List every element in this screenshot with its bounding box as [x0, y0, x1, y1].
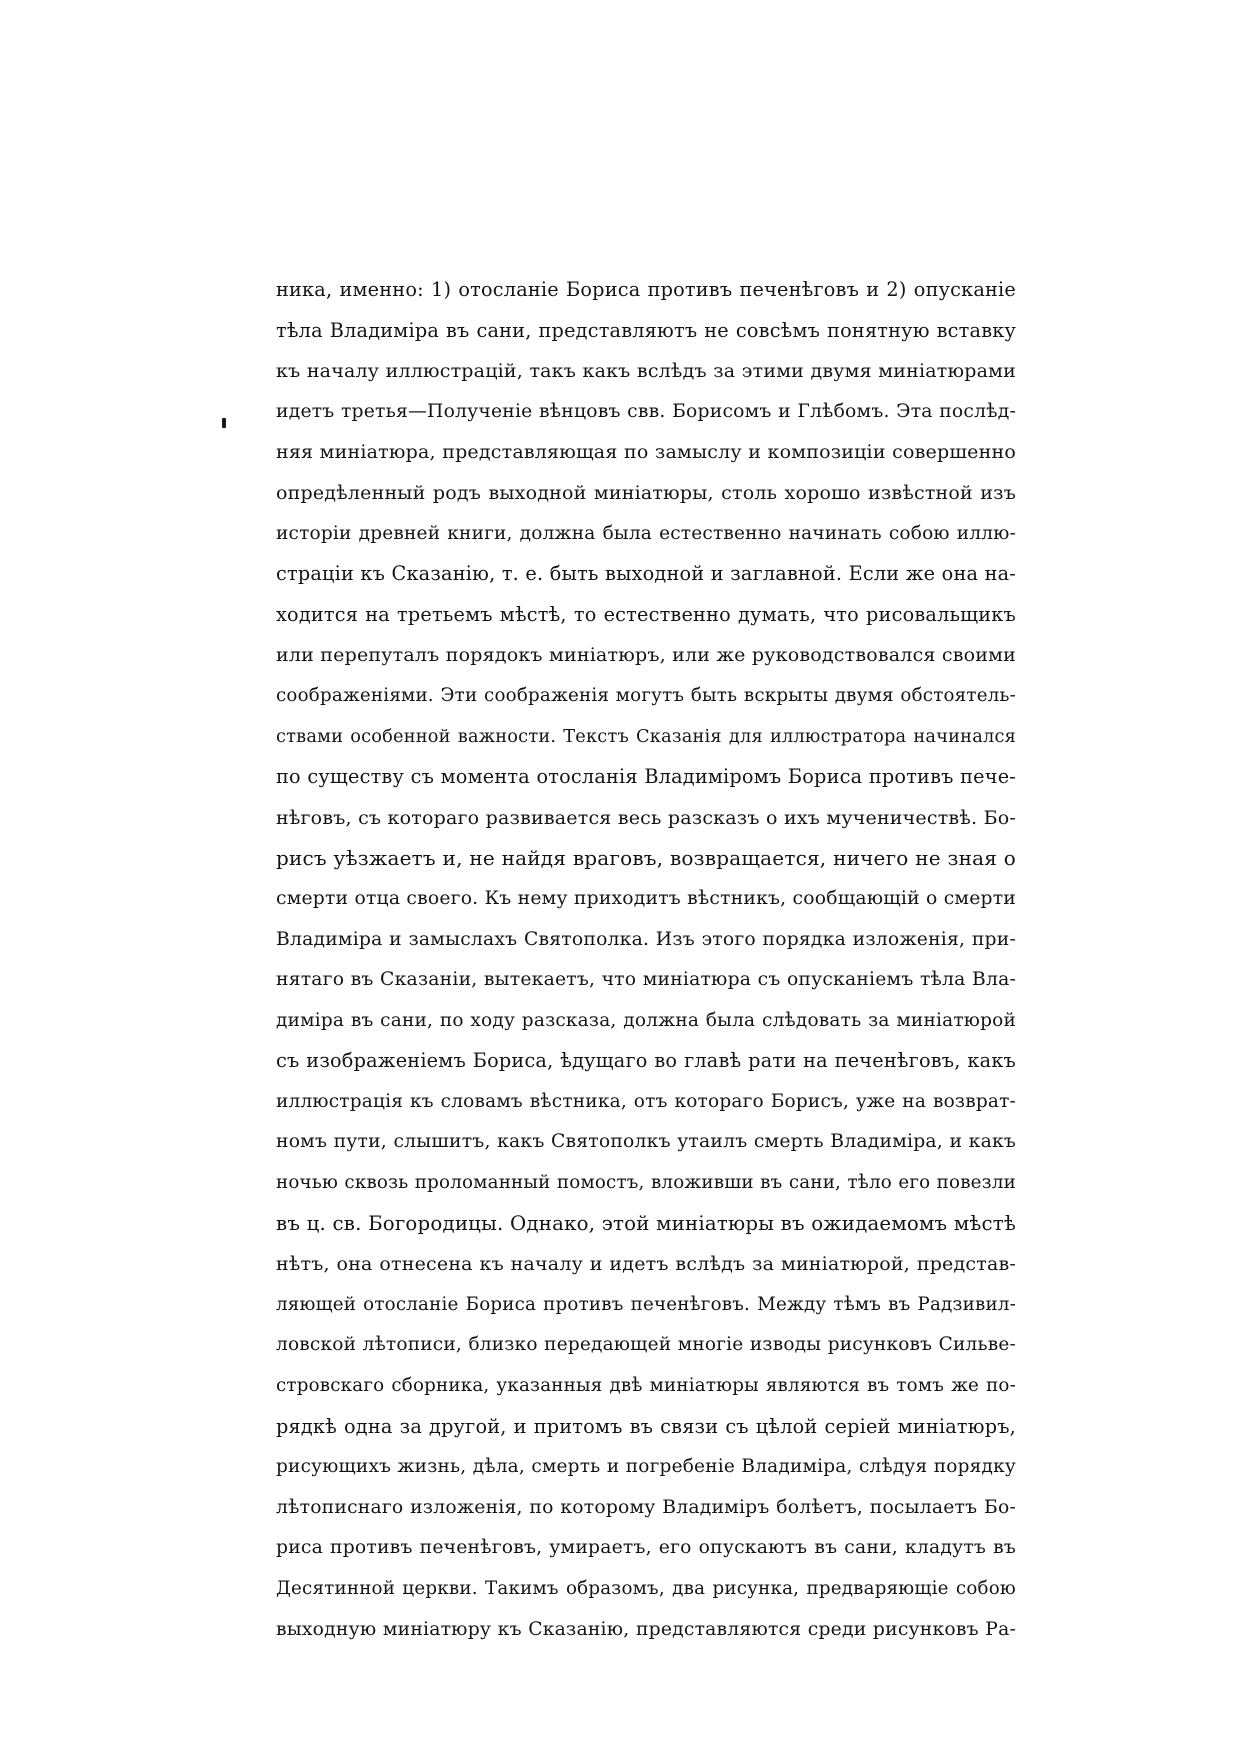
- text-line: въ ц. св. Богородицы. Однако, этой миніатюры въ ожидаемомъ мѣстѣ: [276, 1211, 1016, 1235]
- text-line: ходится на третьемъ мѣстѣ, то естественно думать, что рисовальщикъ: [276, 602, 1016, 626]
- text-line: ляющей отосланіе Бориса противъ печенѣговъ. Между тѣмъ въ Радзивил-: [276, 1293, 1016, 1315]
- text-line: идетъ третья—Полученіе вѣнцовъ свв. Борисомъ и Глѣбомъ. Эта послѣд-: [276, 400, 1016, 422]
- text-line: соображеніями. Эти соображенія могутъ быть вскрыты двумя обстоятель-: [276, 684, 1016, 706]
- text-line: диміра въ сани, по ходу разсказа, должна была слѣдовать за миніатюрой: [276, 1009, 1016, 1031]
- text-line: нѣговъ, съ котораго развивается весь разсказъ о ихъ мученичествѣ. Бо-: [276, 806, 1016, 829]
- text-line: опредѣленный родъ выходной миніатюры, столь хорошо извѣстной изъ: [276, 481, 1016, 504]
- text-line: тѣла Владиміра въ сани, представляютъ не совсѣмъ понятную вставку: [276, 318, 1016, 342]
- text-line: смерти отца своего. Къ нему приходитъ вѣстникъ, сообщающій о смерти: [276, 887, 1016, 909]
- text-line: иллюстрація къ словамъ вѣстника, отъ котораго Борисъ, уже на возврат-: [276, 1090, 1016, 1112]
- text-line: нѣтъ, она отнесена къ началу и идетъ вслѣдъ за миніатюрой, представ-: [276, 1253, 1016, 1276]
- text-line: лѣтописнаго изложенія, по которому Владиміръ болѣетъ, посылаетъ Бо-: [276, 1496, 1016, 1518]
- text-line: номъ пути, слышитъ, какъ Святополкъ утаилъ смерть Владиміра, и какъ: [276, 1131, 1016, 1153]
- text-line: ловской лѣтописи, близко передающей многіе изводы рисунковъ Сильве-: [276, 1334, 1016, 1356]
- text-line: исторіи древней книги, должна была естественно начинать собою иллю-: [276, 522, 1016, 544]
- text-line: стровскаго сборника, указанныя двѣ миніатюры являются въ томъ же по-: [276, 1375, 1016, 1397]
- text-line: съ изображеніемъ Бориса, ѣдущаго во главѣ рати на печенѣговъ, какъ: [276, 1049, 1016, 1073]
- text-line: ночью сквозь проломанный помостъ, вложивши въ сани, тѣло его повезли: [276, 1172, 1016, 1194]
- text-line: Владиміра и замыслахъ Святополка. Изъ этого порядка изложенія, при-: [276, 928, 1016, 950]
- text-line: или перепуталъ порядокъ миніатюръ, или же руководствовался своими: [276, 644, 1016, 667]
- text-line: рядкѣ одна за другой, и притомъ въ связи съ цѣлой серіей миніатюръ,: [276, 1414, 1016, 1438]
- text-line: Десятинной церкви. Такимъ образомъ, два рисунка, предваряющіе собою: [276, 1578, 1016, 1599]
- text-line: нятаго въ Сказаніи, вытекаетъ, что миніатюра съ опусканіемъ тѣла Вла-: [276, 969, 1016, 991]
- text-line: страціи къ Сказанію, т. е. быть выходной и заглавной. Если же она на-: [276, 562, 1016, 586]
- text-line: риса противъ печенѣговъ, умираетъ, его опускаютъ въ сани, кладутъ въ: [276, 1537, 1016, 1559]
- text-line: ника, именно: 1) отосланіе Бориса противъ печенѣговъ и 2) опусканіе: [276, 278, 1016, 301]
- text-line: выходную миніатюру къ Сказанію, представляются среди рисунковъ Ра-: [276, 1618, 1016, 1640]
- body-text: [276, 270, 1016, 1650]
- text-line: ствами особенной важности. Текстъ Сказанія для иллюстратора начинался: [276, 726, 1016, 747]
- text-line: по существу съ момента отосланія Владиміромъ Бориса противъ пече-: [276, 765, 1016, 789]
- margin-mark: [222, 418, 226, 428]
- text-line: рисъ уѣзжаетъ и, не найдя враговъ, возвращается, ничего не зная о: [276, 846, 1016, 871]
- text-line: къ началу иллюстрацій, такъ какъ вслѣдъ за этими двумя миніатюрами: [276, 360, 1016, 383]
- text-line: рисующихъ жизнь, дѣла, смерть и погребеніе Владиміра, слѣдуя порядку: [276, 1456, 1016, 1478]
- text-line: няя миніатюра, представляющая по замыслу и композиціи совершенно: [276, 441, 1016, 464]
